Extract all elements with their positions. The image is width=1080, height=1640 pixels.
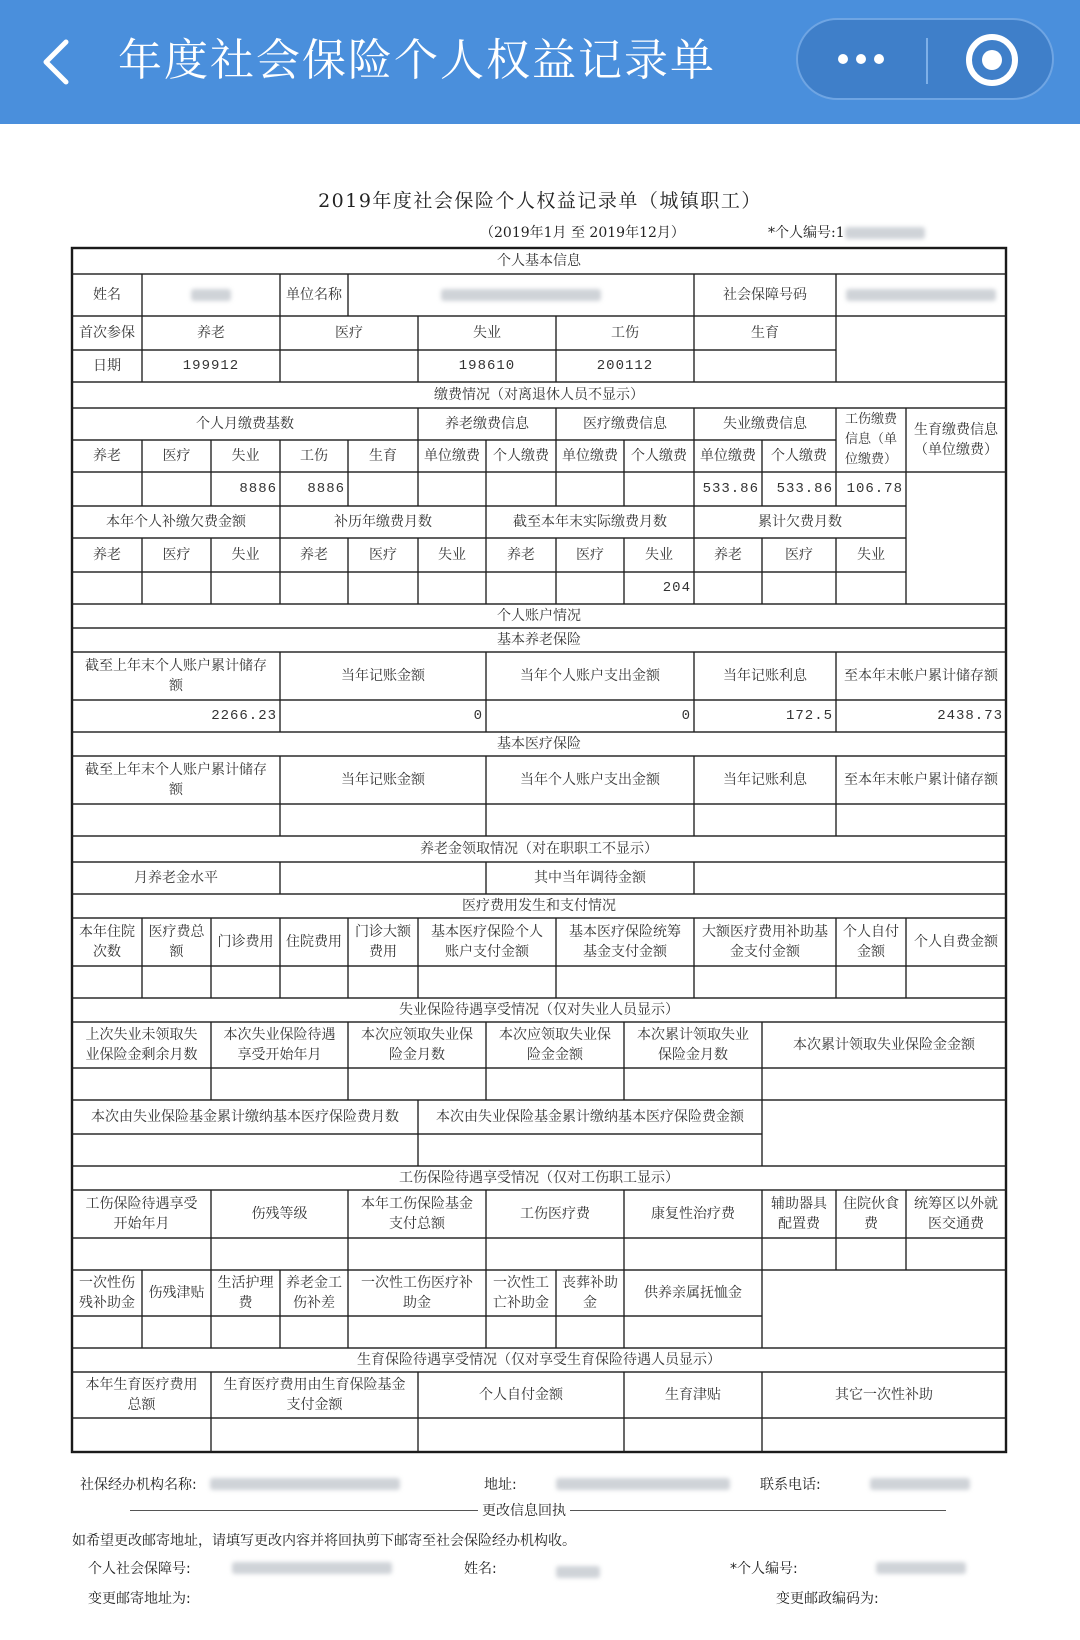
months-value-2 xyxy=(211,572,280,604)
pay-value-9: 533.86 xyxy=(702,481,759,497)
receipt-new-zip-label: 变更邮政编码为: xyxy=(776,1591,879,1607)
injury-value1-1 xyxy=(211,1238,348,1270)
months-value-1 xyxy=(142,572,211,604)
injury-header1-5: 辅助器具 配置费 xyxy=(771,1196,827,1232)
unemployment-header-4: 本次累计领取失业 保险金月数 xyxy=(637,1027,749,1063)
ssn-value xyxy=(836,274,1006,316)
adjustment-value xyxy=(694,862,1006,894)
first-insured-date-3: 200112 xyxy=(596,358,654,374)
pay-value-1 xyxy=(142,472,211,506)
months-subheader-2: 失业 xyxy=(231,547,260,563)
personal-id-label: *个人编号:1 xyxy=(768,225,845,241)
medical-account-value-1 xyxy=(280,804,486,836)
section-pension-receipt: 养老金领取情况（对在职职工不显示） xyxy=(420,841,658,857)
injury-value2-5 xyxy=(486,1316,556,1348)
receipt-divider-label: 更改信息回执 xyxy=(478,1500,570,1520)
injury-value1-2 xyxy=(348,1238,486,1270)
unemployment-med-amount-value xyxy=(418,1134,762,1166)
medical-account-header-1: 当年记账金额 xyxy=(341,772,425,788)
months-subheader-8: 失业 xyxy=(645,547,673,563)
unemployment-value-1 xyxy=(211,1068,348,1100)
pay-value-2: 8886 xyxy=(239,481,277,497)
medical-cost-value-3 xyxy=(280,966,348,998)
injury-header1-1: 伤残等级 xyxy=(251,1206,308,1222)
maternity-header-2: 个人自付金额 xyxy=(479,1387,563,1403)
unit-label: 单位名称 xyxy=(286,287,342,303)
injury-value2-3 xyxy=(280,1316,348,1348)
pension-account-value-0: 2266.23 xyxy=(211,708,277,724)
receipt-note: 如希望更改邮寄地址，请填写更改内容并将回执剪下邮寄至社会保险经办机构收。 xyxy=(72,1533,576,1549)
medical-cost-value-9 xyxy=(906,966,1006,998)
injury-value2-0 xyxy=(72,1316,142,1348)
medical-account-header-2: 当年个人账户支出金额 xyxy=(520,772,660,788)
blank-cell xyxy=(762,1100,1006,1166)
unemployment-value-5 xyxy=(762,1068,1006,1100)
name-value xyxy=(142,274,280,316)
months-subheader-10: 医疗 xyxy=(785,547,813,563)
pay-subheader-4: 生育 xyxy=(369,448,397,464)
months-subheader-1: 医疗 xyxy=(162,547,191,563)
months-value-10 xyxy=(762,572,836,604)
injury-header2-1: 伤残津贴 xyxy=(148,1285,205,1301)
pension-account-header-1: 当年记账金额 xyxy=(341,668,425,684)
history-months-label: 补历年缴费月数 xyxy=(334,514,432,530)
months-subheader-5: 失业 xyxy=(438,547,466,563)
pay-value-0 xyxy=(72,472,142,506)
injury-header2-6: 丧葬补助 金 xyxy=(562,1275,618,1311)
maternity-header-1: 生育医疗费用由生育保险基金 支付金额 xyxy=(223,1377,406,1413)
first-insured-date-0: 199912 xyxy=(182,358,240,374)
injury-pay-info: 工伤缴费 信息（单 位缴费） xyxy=(844,412,897,467)
receipt-name-label: 姓名: xyxy=(464,1561,497,1577)
date-label: 日期 xyxy=(93,358,121,374)
unemployment-header-0: 上次失业未领取失 业保险金剩余月数 xyxy=(85,1027,198,1063)
maternity-header-0: 本年生育医疗费用 总额 xyxy=(85,1377,198,1413)
injury-header2-0: 一次性伤 残补助金 xyxy=(79,1275,135,1311)
maternity-value-1 xyxy=(211,1418,418,1452)
first-insured-date-1 xyxy=(280,350,418,382)
pay-subheader-2: 失业 xyxy=(231,448,260,464)
phone-label: 联系电话: xyxy=(760,1477,821,1493)
pension-account-header-0: 截至上年末个人账户累计储存 额 xyxy=(85,658,267,694)
medical-cost-header-0: 本年住院 次数 xyxy=(79,924,135,960)
injury-header2-2: 生活护理 费 xyxy=(217,1275,274,1311)
injury-header1-0: 工伤保险待遇享受 开始年月 xyxy=(85,1196,198,1232)
months-value-4 xyxy=(348,572,418,604)
unemployment-value-0 xyxy=(72,1068,211,1100)
maternity-pay-info: 生育缴费信息 （单位缴费） xyxy=(914,422,998,458)
pay-subheader-1: 医疗 xyxy=(162,448,191,464)
injury-header1-2: 本年工伤保险基金 支付总额 xyxy=(361,1196,473,1232)
unemployment-value-2 xyxy=(348,1068,486,1100)
medical-cost-header-1: 医疗费总 额 xyxy=(148,924,205,960)
months-subheader-9: 养老 xyxy=(714,547,742,563)
blank-cell xyxy=(836,316,1006,382)
medical-cost-value-7 xyxy=(694,966,836,998)
monthly-pension-label: 月养老金水平 xyxy=(134,870,218,886)
maternity-value-3 xyxy=(624,1418,762,1452)
injury-header1-3: 工伤医疗费 xyxy=(520,1206,590,1222)
injury-value1-5 xyxy=(762,1238,836,1270)
months-subheader-11: 失业 xyxy=(857,547,885,563)
section-account: 个人账户情况 xyxy=(497,608,581,624)
pension-account-title: 基本养老保险 xyxy=(497,632,581,648)
pay-value-10: 533.86 xyxy=(776,481,833,497)
medical-cost-header-5: 基本医疗保险个人 账户支付金额 xyxy=(431,924,543,960)
medical-cost-header-8: 个人自付 金额 xyxy=(843,924,899,960)
injury-header2-4: 一次性工伤医疗补 助金 xyxy=(361,1275,473,1311)
injury-value1-4 xyxy=(624,1238,762,1270)
pension-account-value-1: 0 xyxy=(473,708,483,724)
redacted-value xyxy=(441,289,601,301)
medical-account-header-3: 当年记账利息 xyxy=(723,772,807,788)
medical-account-value-3 xyxy=(694,804,836,836)
receipt-new-address-label: 变更邮寄地址为: xyxy=(88,1591,191,1607)
actual-months-label: 截至本年末实际缴费月数 xyxy=(513,514,667,530)
injury-header2-7: 供养亲属抚恤金 xyxy=(644,1285,742,1301)
unemployment-header-5: 本次累计领取失业保险金金额 xyxy=(793,1037,975,1053)
blank-cell xyxy=(762,1270,1006,1348)
injury-header1-4: 康复性治疗费 xyxy=(651,1206,735,1222)
injury-value1-3 xyxy=(486,1238,624,1270)
injury-header1-7: 统筹区以外就 医交通费 xyxy=(914,1196,998,1232)
pay-value-5 xyxy=(418,472,486,506)
arrears-months-label: 累计欠费月数 xyxy=(758,514,842,530)
months-value-0 xyxy=(72,572,142,604)
medical-cost-header-7: 大额医疗费用补助基 金支付金额 xyxy=(702,924,828,960)
pay-value-3: 8886 xyxy=(307,481,345,497)
injury-value1-7 xyxy=(906,1238,1006,1270)
pay-subheader-5: 单位缴费 xyxy=(424,448,480,464)
months-value-8: 204 xyxy=(662,580,691,596)
agency-label: 社保经办机构名称: xyxy=(80,1477,197,1493)
medical-pay-info: 医疗缴费信息 xyxy=(583,416,667,432)
section-maternity: 生育保险待遇享受情况（仅对享受生育保险待遇人员显示） xyxy=(357,1352,721,1368)
pension-account-header-2: 当年个人账户支出金额 xyxy=(520,668,660,684)
months-subheader-6: 养老 xyxy=(507,547,535,563)
unemployment-med-months-label: 本次由失业保险基金累计缴纳基本医疗保险费月数 xyxy=(91,1109,399,1125)
unemployment-header-3: 本次应领取失业保 险金金额 xyxy=(499,1027,611,1063)
pension-pay-info: 养老缴费信息 xyxy=(445,416,529,432)
pay-subheader-10: 个人缴费 xyxy=(771,448,827,464)
pay-value-4 xyxy=(348,472,418,506)
medical-cost-value-0 xyxy=(72,966,142,998)
injury-value2-4 xyxy=(348,1316,486,1348)
pay-value-6 xyxy=(486,472,556,506)
insurance-type-3: 工伤 xyxy=(611,325,639,341)
name-label: 姓名 xyxy=(93,287,121,303)
pension-account-value-4: 2438.73 xyxy=(937,708,1003,724)
insurance-type-2: 失业 xyxy=(473,325,501,341)
pay-subheader-8: 个人缴费 xyxy=(631,448,687,464)
pension-account-header-3: 当年记账利息 xyxy=(723,668,807,684)
months-value-9 xyxy=(694,572,762,604)
pay-subheader-0: 养老 xyxy=(93,448,121,464)
ssn-label: 社会保障号码 xyxy=(723,287,807,303)
redacted-receipt-pid xyxy=(876,1560,966,1576)
pay-value-7 xyxy=(556,472,624,506)
unemployment-med-months-value xyxy=(72,1134,418,1166)
redacted-address xyxy=(556,1476,730,1492)
supplement-label: 本年个人补缴欠费金额 xyxy=(106,514,246,530)
receipt-ssn-label: 个人社会保障号: xyxy=(88,1561,191,1577)
first-insured-date-4 xyxy=(694,350,836,382)
nav-title: 年度社会保险个人权益记录单 xyxy=(118,35,716,86)
pay-subheader-9: 单位缴费 xyxy=(700,448,756,464)
insurance-type-1: 医疗 xyxy=(335,325,363,341)
pension-account-header-4: 至本年末帐户累计储存额 xyxy=(844,668,998,684)
receipt-pid-label: *个人编号: xyxy=(730,1561,798,1577)
blank-cell xyxy=(906,472,1006,604)
section-payment: 缴费情况（对离退休人员不显示） xyxy=(434,387,644,403)
medical-account-value-0 xyxy=(72,804,280,836)
redacted-value xyxy=(846,289,996,301)
document-title: 2019年度社会保险个人权益记录单（城镇职工） xyxy=(318,190,762,212)
months-subheader-0: 养老 xyxy=(93,547,121,563)
months-value-5 xyxy=(418,572,486,604)
medical-account-value-2 xyxy=(486,804,694,836)
maternity-header-4: 其它一次性补助 xyxy=(835,1387,933,1403)
medical-cost-header-6: 基本医疗保险统筹 基金支付金额 xyxy=(569,924,681,960)
medical-account-title: 基本医疗保险 xyxy=(497,736,581,752)
maternity-value-0 xyxy=(72,1418,211,1452)
section-medical-cost: 医疗费用发生和支付情况 xyxy=(462,898,616,914)
unit-value xyxy=(348,274,694,316)
insurance-type-0: 养老 xyxy=(197,325,225,341)
unemployment-pay-info: 失业缴费信息 xyxy=(723,416,807,432)
maternity-value-2 xyxy=(418,1418,624,1452)
medical-cost-header-9: 个人自费金额 xyxy=(914,934,998,950)
document-period: （2019年1月 至 2019年12月） xyxy=(480,225,685,241)
pay-value-11: 106.78 xyxy=(846,481,903,497)
injury-header1-6: 住院伙食 费 xyxy=(843,1196,899,1232)
medical-cost-header-4: 门诊大额 费用 xyxy=(355,924,411,960)
medical-cost-header-3: 住院费用 xyxy=(286,934,342,950)
unemployment-value-3 xyxy=(486,1068,624,1100)
months-subheader-4: 医疗 xyxy=(369,547,397,563)
medical-cost-header-2: 门诊费用 xyxy=(217,934,274,950)
pension-account-value-2: 0 xyxy=(681,708,691,724)
section-injury: 工伤保险待遇享受情况（仅对工伤职工显示） xyxy=(399,1170,679,1186)
pay-subheader-7: 单位缴费 xyxy=(562,448,618,464)
medical-cost-value-4 xyxy=(348,966,418,998)
section-basic-info: 个人基本信息 xyxy=(497,253,581,269)
pay-subheader-3: 工伤 xyxy=(300,448,328,464)
months-subheader-3: 养老 xyxy=(300,547,328,563)
unemployment-header-2: 本次应领取失业保 险金月数 xyxy=(361,1027,473,1063)
redacted-value xyxy=(191,289,231,301)
injury-value1-6 xyxy=(836,1238,906,1270)
medical-cost-value-1 xyxy=(142,966,211,998)
medical-account-header-0: 截至上年末个人账户累计储存 额 xyxy=(85,762,267,798)
redacted-receipt-name xyxy=(556,1564,600,1580)
medical-cost-value-5 xyxy=(418,966,556,998)
insurance-type-4: 生育 xyxy=(751,325,779,341)
pension-account-value-3: 172.5 xyxy=(785,708,833,724)
injury-value2-7 xyxy=(624,1316,762,1348)
months-value-3 xyxy=(280,572,348,604)
months-value-11 xyxy=(836,572,906,604)
first-insured-date-2: 198610 xyxy=(458,358,516,374)
first-insured-label: 首次参保 xyxy=(79,325,135,341)
adjustment-label: 其中当年调待金额 xyxy=(534,870,646,886)
injury-header2-5: 一次性工 亡补助金 xyxy=(493,1275,549,1311)
medical-account-header-4: 至本年末帐户累计储存额 xyxy=(844,772,998,788)
injury-value2-2 xyxy=(211,1316,280,1348)
medical-cost-value-2 xyxy=(211,966,280,998)
pay-value-8 xyxy=(624,472,694,506)
monthly-pension-value xyxy=(280,862,486,894)
unemployment-value-4 xyxy=(624,1068,762,1100)
months-value-6 xyxy=(486,572,556,604)
pay-subheader-6: 个人缴费 xyxy=(493,448,549,464)
maternity-value-4 xyxy=(762,1418,1006,1452)
monthly-base-label: 个人月缴费基数 xyxy=(196,416,294,432)
injury-header2-3: 养老金工 伤补差 xyxy=(286,1275,342,1311)
redacted-phone xyxy=(870,1476,970,1492)
injury-value2-6 xyxy=(556,1316,624,1348)
injury-value2-1 xyxy=(142,1316,211,1348)
months-value-7 xyxy=(556,572,624,604)
unemployment-med-amount-label: 本次由失业保险基金累计缴纳基本医疗保险费金额 xyxy=(436,1109,744,1125)
redacted-agency xyxy=(210,1476,400,1492)
medical-account-value-4 xyxy=(836,804,1006,836)
months-subheader-7: 医疗 xyxy=(576,547,604,563)
medical-cost-value-6 xyxy=(556,966,694,998)
injury-value1-0 xyxy=(72,1238,211,1270)
maternity-header-3: 生育津贴 xyxy=(665,1387,721,1403)
unemployment-header-1: 本次失业保险待遇 享受开始年月 xyxy=(223,1027,336,1063)
redacted-receipt-ssn xyxy=(232,1560,392,1576)
medical-cost-value-8 xyxy=(836,966,906,998)
section-unemployment: 失业保险待遇享受情况（仅对失业人员显示） xyxy=(399,1002,679,1018)
address-label: 地址: xyxy=(484,1477,517,1493)
